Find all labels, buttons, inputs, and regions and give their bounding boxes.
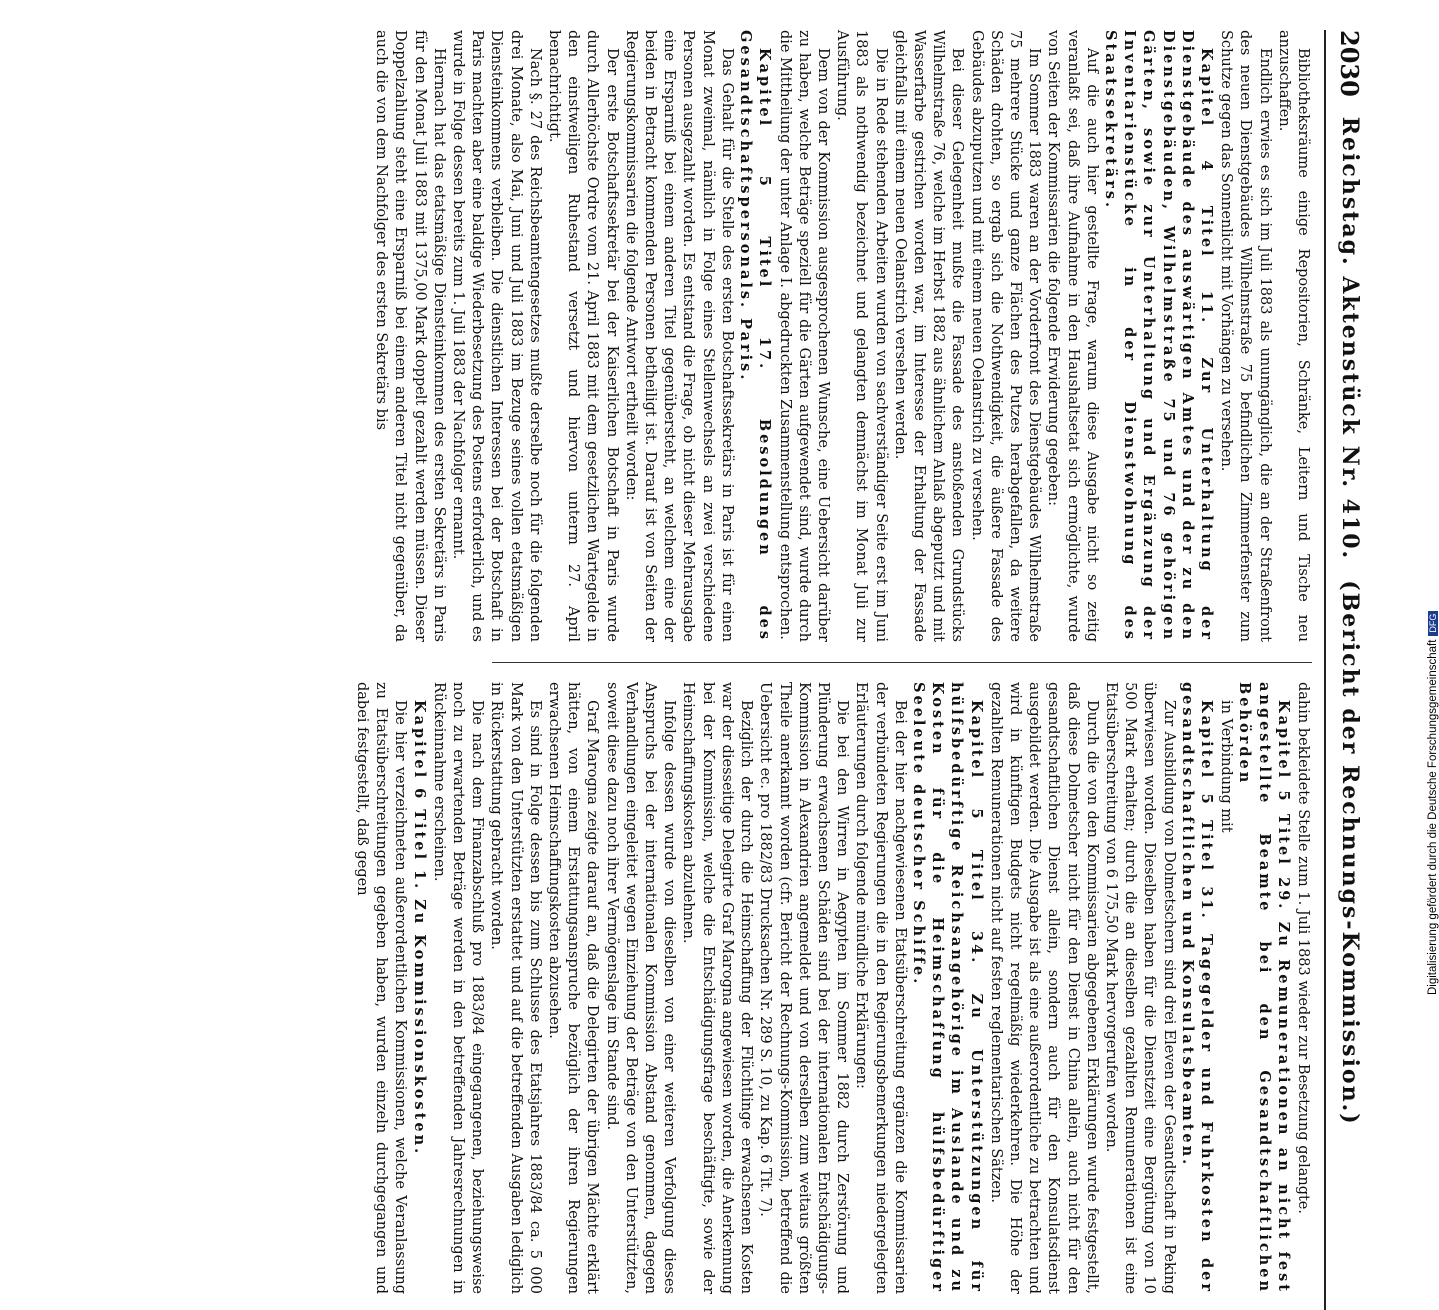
section-heading: Kapitel 5 Titel 34. Zu Unterstützungen für hülfsbedürftige Reichsangehörige im Auslande und zu Kosten für die Heimschaffung hülfsbedürftiger Seeleute deutscher Schiffe. [909,682,985,1294]
paragraph: Beziglich der durch die Heimschaffung der Flüchtlinge erwachsenen Kosten war der diesseitige Delegirte Graf Marogna angewiesen worden, die Anerkennung bei der Kommission, welche die Entschädigungsfrage beschäftigte, sowie der Heimschaffungskosten abzulehnen. [680,682,755,1294]
paragraph: Graf Marogna zeigte darauf an, daß die Delegirten der übrigen Mächte erklärt hätten, von einem Erstattungsanspruche bezüglich der ihren Regierungen erwachsenen Heimschaffungskosten abzusehen. [546,682,601,1294]
paragraph: Auf die auch hier gestellte Frage, warum diese Ausgabe nicht so zeitig veranlaßt sei, daß ihre Aufnahme in den Haushaltsetat sich ermöglichte, wurde von Seiten der Kommissarien die folgende Erwiderung gegeben: [1045,30,1100,642]
page-subtitle: (Bericht der Rechnungs-Kommission.) [1337,580,1363,1126]
paragraph: Dem von der Kommission ausgesprochenen Wunsche, eine Uebersicht darüber zu haben, welche Beträge speziell für die Gärten aufgewendet sind, wurde durch die Mittheilung der unter Anlage I. abgedruckten Zusammenstellung entsprochen. [776,30,831,642]
paragraph: dahin bekleidete Stelle zum 1. Juli 1883 wieder zur Besetzung gelangte. [1295,682,1311,1214]
section-heading: Kapitel 5 Titel 31. Tagegelder und Fuhrkosten der gesandtschaftlichen und Konsulatsbeamten. [1178,682,1215,1294]
paragraph: Es sind in Folge dessen bis zum Schlusse des Etatsjahres 1883/84 ca. 5 000 Mark von den Unterstützten erstattet und auf die betreffenden Ausgaben lediglich in Rückerstattung gebracht worden. [488,682,543,1294]
paragraph: Die bei den Wirren in Aegypten im Sommer 1882 durch Zerstörung und Plünderung erwachsenen Schäden sind bei der internationalen Entschädigungs-Kommission in Alexandrien angemeldet und von derselben zum weitaus größten Theile anerkannt worden (cfr. Bericht der Rechnungs-Kommission, betreffend die Uebersicht ec. pro 1882/83 Drucksachen Nr. 289 S. 10, zu Kap. 6 Tit. 7). [757,682,851,1294]
dfg-logo: DFG [1428,611,1438,636]
paragraph: Die in Rede stehenden Arbeiten wurden von sachverständiger Seite erst im Juni 1883 als nothwendig bezeichnet und gelangten demnächst im Monat Juli zur Ausführung. [834,30,889,642]
paragraph: Durch die von den Kommissarien abgegebenen Erklärungen wurde festgestellt, daß diese Dolmetscher nicht für den Dienst in China allein, auch nicht für den gesandtschaftlichen Dienst allein, sondern auch für den Konsulatsdienst ausgebildet werden. Die Ausgabe ist als eine außerordentliche zu betrachten und wird in künftigen Budgets nicht regelmäßig wiederkehren. Die Höhe der gezahlten Remunerationen nicht auf festen reglementarischen Sätzen. [987,682,1100,1294]
paragraph: Endlich erwies es sich im Juli 1883 als unumgänglich, die an der Straßenfront des neuen Dienstgebäudes Wilhelmstraße 75 befindlichen Zimmerfenster zum Schutze gegen das Sonnenlicht mit Vorhängen zu versehen. [1218,30,1273,642]
paragraph: Infolge dessen wurde von dieselben von einer weiteren Verfolgung dieses Anspruchs bei der internationalen Kommission Abstand genommen, dagegen Verhandlungen eingeleitet wegen Einziehung der Beträge von den Unterstützten, soweit diese dazu noch ihrer Vermögenslage im Stande sind. [603,682,678,1294]
section-heading: Kapitel 6 Titel 1. Zu Kommissionskosten. [410,700,428,1157]
section-heading: Kapitel 4 Titel 11. Zur Unterhaltung der Dienstgebäude des auswärtigen Amtes und der zu den Dienstgebäuden, Wilhelmstraße 75 und 76 gehörigen Gärten, sowie zur Unterhaltung und Ergänzung der Inventarienstücke in der Dienstwohnung des Staatssekretärs. [1101,30,1215,642]
paragraph: Die nach dem Finanzabschluß pro 1883/84 eingegangenen, beziehungsweise noch zu erwartenden Beträge werden in den betreffenden Jahresrechnungen in Rückeinnahme erscheinen. [430,682,486,1294]
paragraph: Das Gehalt für die Stelle des ersten Botschaftssekretärs in Paris ist für einen Monat zweimal, nämlich in Folge eines Stellenwechsels an zwei verschiedene Personen ausgezahlt worden. Es entstand die Frage, ob nicht dieser Mehrausgabe eine Ersparniß bei einem anderen Titel gegenübersteht, an welchem eine der beiden in Betracht kommenden Personen betheiligt ist. Darauf ist von Seiten der Regierungskommissarien die folgende Antwort ertheilt worden: [622,30,735,642]
paragraph: Bei der hier nachgewiesenen Etatsüberschreitung ergänzen die Kommissarien der verbündeten Regierungen die in den Regierungsbemerkungen niedergelegten Erläuterungen durch folgende mündliche Erklärungen: [853,682,908,1294]
section-heading: Kapitel 5 Titel 17. Besoldungen des Gesandtschaftspersonals. Paris. [737,30,774,642]
paragraph: Im Sommer 1883 waren an der Vorderfront des Dienstgebäudes Wilhelmstraße 75 mehrere Stücke und ganze Flächen des Putzes herabgefallen, da weitere Schäden drohten, so ergab sich die Nothwendigkeit, die äußere Fassade des Gebäudes abzuputzen und mit einem neuen Oelanstrich zu versehen. [968,30,1043,642]
digitization-note [1427,611,1439,995]
page-title: Reichstag. Aktenstück Nr. 410. [1337,116,1363,561]
section-heading: Kapitel 5 Titel 29. Zu Remunerationen an nicht fest angestellte Beamte bei den Gesandtschaftlichen Behörden [1236,682,1292,1294]
page-header [1330,30,1370,1310]
document-page [90,30,1370,1294]
digitization-credit: Digitalisierung gefördert durch die Deutsche Forschungsgemeinschaft [1427,639,1439,995]
left-column [373,30,1312,642]
column-divider [492,662,1312,663]
paragraph: in Verbindung mit [1218,700,1235,833]
paragraph: Bei dieser Gelegenheit mußte die Fassade des anstoßenden Grundstücks Wilhelmstraße 76, welche im Herbst 1882 aus ähnlichem Anlaß abgeputzt und mit Wasserfarbe gestrichen worden war, im Interesse der Erhaltung der Fassade gleichfalls mit einem neuen Oelanstrich versehen werden. [891,30,966,642]
paragraph: Bibliotheksräume einige Repositorien, Schränke, Leitern und Tische neu anzuschaffen. [1275,30,1311,642]
header-rule [1324,30,1326,1310]
paragraph: Der erste Botschaftssekretär bei der Kaiserlichen Botschaft in Paris wurde durch Allerhöchste Ordre vom 21. April 1883 mit dem gesetzlichen Wartegelde in den einstweiligen Ruhestand versetzt und hiervon unterm 27. April benachrichtigt. [546,30,620,642]
right-column [354,682,1312,1294]
paragraph: Hiernach hat das etatsmäßige Diensteinkommen des ersten Sekretärs in Paris für den Monat Juli 1883 mit 1375,00 Mark doppelt gezahlt werden müssen. Dieser Doppelzahlung steht eine Ersparniß bei einem anderen Titel nicht gegenüber, da auch die von dem Nachfolger des ersten Sekretärs bis [373,30,447,642]
paragraph: Die hier verzeichneten außerordentlichen Kommissionen, welche Veranlassung zu Etatsüberschreitungen gegeben haben, wurden einzeln durchgegangen und dabei festgestellt, daß gegen [354,682,409,1294]
paragraph: Zur Ausbildung von Dolmetschern sind drei Eleven der Gesandtschaft in Peking überwiesen worden. Dieselben haben für die Dienstzeit eine Bergütung von 10 500 Mark erhalten; durch die an dieselben gezahlten Remunerationen ist eine Etatsüberschreitung von 6 175,50 Mark hervorgerufen worden. [1102,682,1177,1294]
paragraph: Nach §. 27 des Reichsbeamtengesetzes mußte derselbe noch für die folgenden drei Monate, also Mai, Juni und Juli 1883 im Bezuge seines vollen etatsmäßigen Diensteinkommens verbleiben. Die dienstlichen Interessen bei der Botschaft in Paris machten aber eine baldige Wiederbesetzung des Postens erforderlich, und es wurde in Folge dessen bereits zum 1. Juli 1883 der Nachfolger ernannt. [450,30,543,642]
page-number: 2030 [1335,30,1365,97]
